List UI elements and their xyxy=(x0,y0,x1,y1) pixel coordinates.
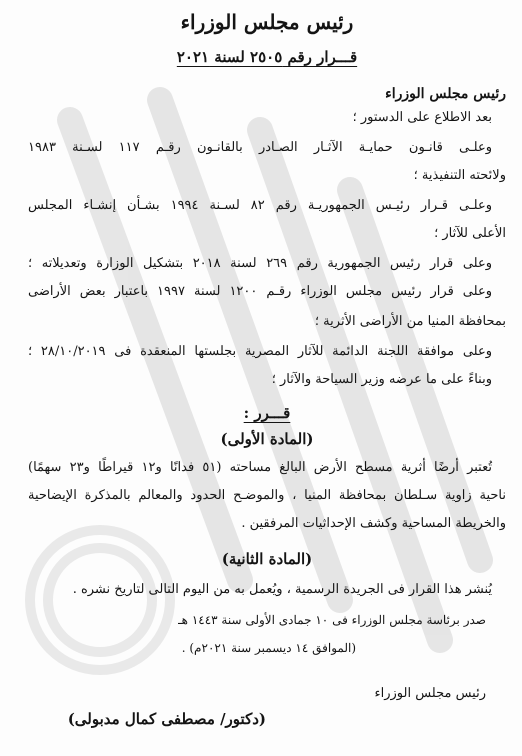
issued-line: صدر برئاسة مجلس الوزراء فى ١٠ جمادى الأولى سنة ١٤٤٣ هـ xyxy=(178,613,486,627)
article-2-heading: (المادة الثانية) xyxy=(221,550,313,568)
issued-date-line: (الموافق ١٤ ديسمبر سنة ٢٠٢١م) . xyxy=(181,641,356,655)
preamble-line: الأعلى للآثار ؛ xyxy=(434,226,506,241)
preamble-line: بعد الاطلاع على الدستور ؛ xyxy=(352,110,492,125)
article-1-heading: (المادة الأولى) xyxy=(220,430,314,448)
page-title: رئيس مجلس الوزراء xyxy=(180,10,354,34)
signature-name: (دكتور/ مصطفى كمال مدبولى) xyxy=(67,710,266,728)
article-2-line: يُنشر هذا القرار فى الجريدة الرسمية ، ويُعمل به من اليوم التالى لتاريخ نشره . xyxy=(72,582,492,597)
preamble-line: وعلـى قـرار رئيـس الجمهوريـة رقم ٨٢ لسـنة ١٩٩٤ بشـأن إنشـاء المجلس xyxy=(28,198,492,213)
preamble-line: بمحافظة المنيا من الأراضى الأثرية ؛ xyxy=(314,314,506,329)
decree-number: قـــرار رقم ٢٥٠٥ لسنة ٢٠٢١ xyxy=(176,48,358,66)
decision-heading: قـــرر : xyxy=(243,404,291,422)
preamble-line: وبناءً على ما عرضه وزير السياحة والآثار ؛ xyxy=(271,372,492,387)
preamble-line: وعلى موافقة اللجنة الدائمة للآثار المصرية بجلستها المنعقدة فى ٢٨/١٠/٢٠١٩ ؛ xyxy=(28,344,492,359)
preamble-line: وعلى قرار رئيس مجلس الوزراء رقـم ١٢٠٠ لسنة ١٩٩٧ باعتبار بعض الأراضى xyxy=(28,284,492,299)
signature-title: رئيس مجلس الوزراء xyxy=(374,686,486,701)
issuer-heading: رئيس مجلس الوزراء xyxy=(385,86,506,102)
article-1-line: ناحية زاوية سـلطان بمحافظة المنيا ، والموضـح الحدود والمعالم بالمذكرة الإيضاحية xyxy=(28,488,506,503)
preamble-line: ولائحته التنفيذية ؛ xyxy=(413,168,506,183)
article-1-line: تُعتبر أرضًا أثرية مسطح الأرض البالغ مساحته (٥١ فدانًا و١٢ قيراطًا و٢٣ سهمًا) xyxy=(28,460,492,475)
article-1-line: والخريطة المساحية وكشف الإحداثيات المرفقين . xyxy=(241,516,506,531)
preamble-line: وعلى قرار رئيس الجمهورية رقم ٢٦٩ لسنة ٢٠١٨ بتشكيل الوزارة وتعديلاته ؛ xyxy=(28,256,493,271)
preamble-line: وعلـى قانـون حمايـة الآثـار الصـادر بالقانـون رقـم ١١٧ لسـنة ١٩٨٣ xyxy=(28,140,492,155)
